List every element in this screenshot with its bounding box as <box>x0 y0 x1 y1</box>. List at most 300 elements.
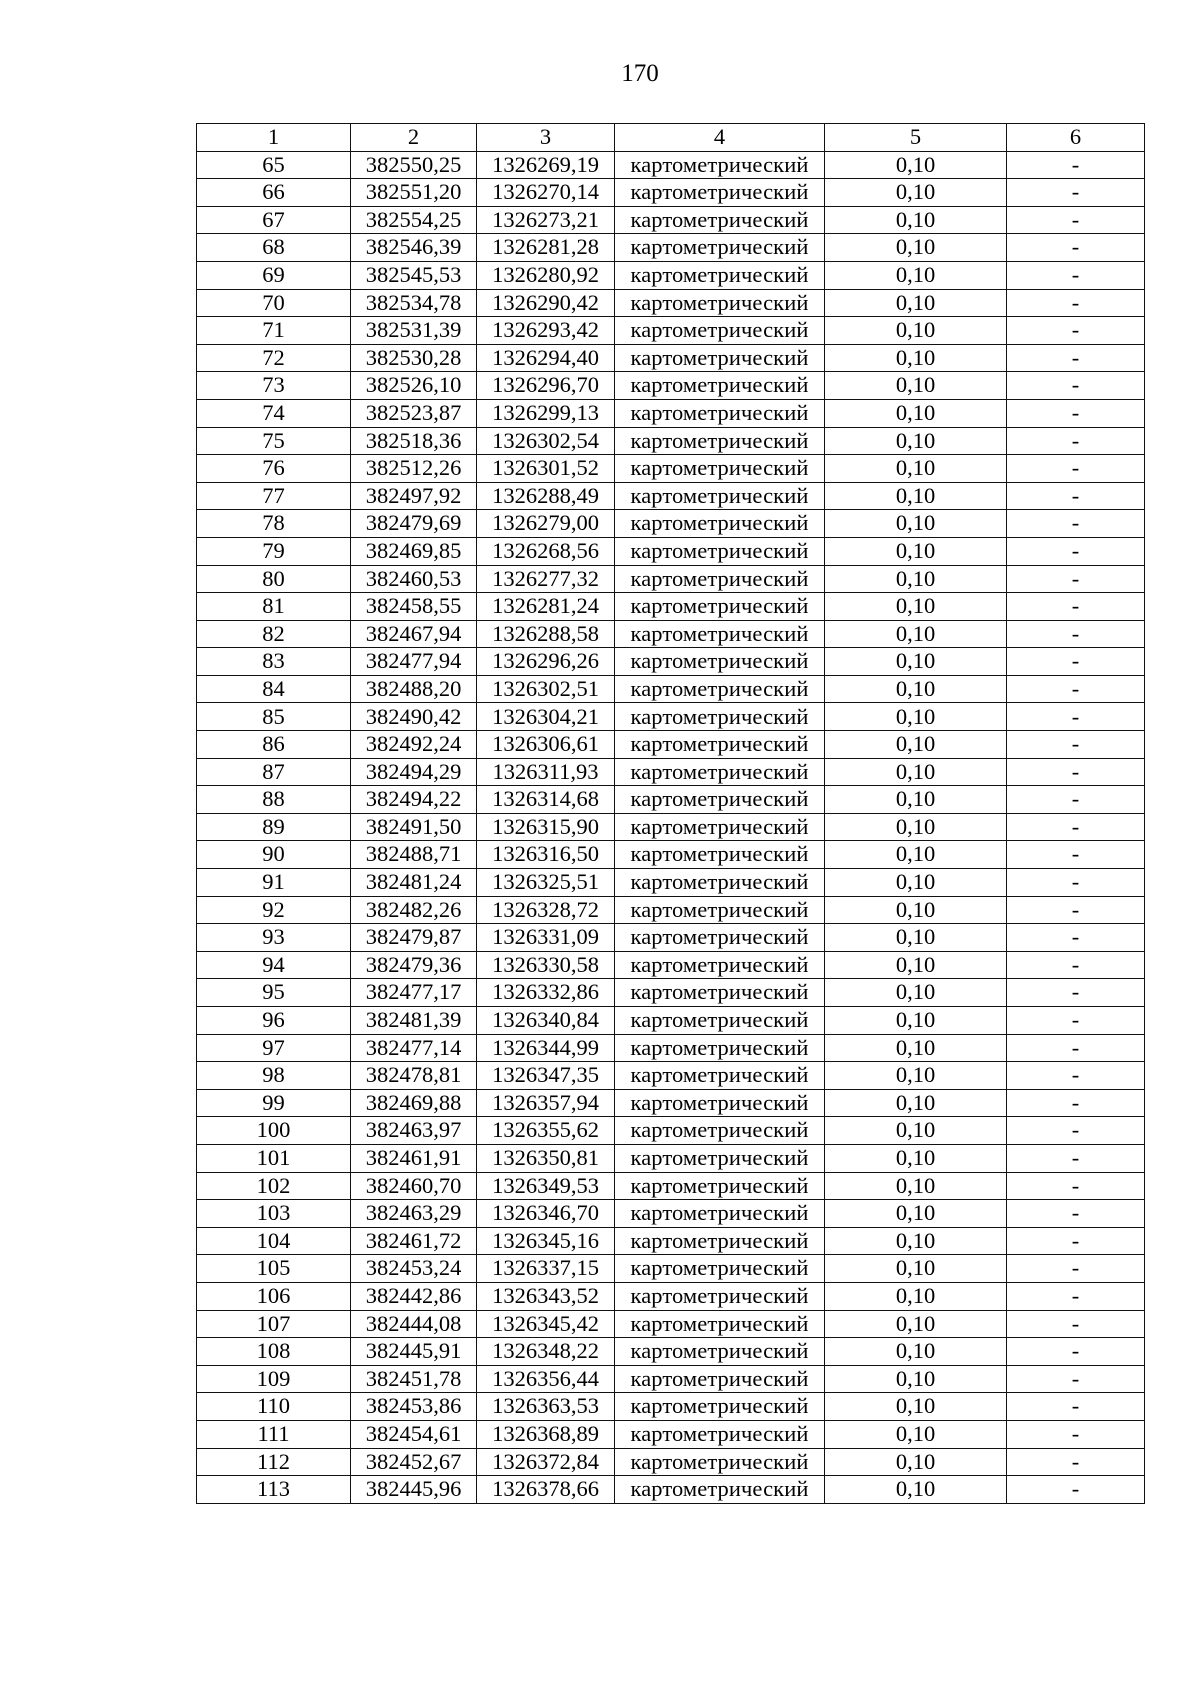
point-number-cell: 78 <box>197 510 351 538</box>
note-cell: - <box>1007 703 1145 731</box>
column-header: 3 <box>477 124 615 152</box>
accuracy-cell: 0,10 <box>825 1420 1007 1448</box>
note-cell: - <box>1007 234 1145 262</box>
y-coordinate-cell: 1326350,81 <box>477 1144 615 1172</box>
table-row <box>197 620 1145 648</box>
x-coordinate-cell: 382442,86 <box>351 1282 477 1310</box>
x-coordinate-cell: 382554,25 <box>351 206 477 234</box>
table-row <box>197 372 1145 400</box>
note-cell: - <box>1007 648 1145 676</box>
note-cell: - <box>1007 399 1145 427</box>
point-number-cell: 66 <box>197 179 351 207</box>
accuracy-cell: 0,10 <box>825 1117 1007 1145</box>
table-row <box>197 399 1145 427</box>
point-number-cell: 103 <box>197 1200 351 1228</box>
table-row <box>197 1062 1145 1090</box>
table-row <box>197 1393 1145 1421</box>
accuracy-cell: 0,10 <box>825 151 1007 179</box>
y-coordinate-cell: 1326372,84 <box>477 1448 615 1476</box>
table-row <box>197 151 1145 179</box>
y-coordinate-cell: 1326288,58 <box>477 620 615 648</box>
method-cell: картометрический <box>615 317 825 345</box>
y-coordinate-cell: 1326296,26 <box>477 648 615 676</box>
point-number-cell: 75 <box>197 427 351 455</box>
table-row <box>197 1089 1145 1117</box>
note-cell: - <box>1007 206 1145 234</box>
table-row <box>197 427 1145 455</box>
y-coordinate-cell: 1326299,13 <box>477 399 615 427</box>
table-row <box>197 1338 1145 1366</box>
point-number-cell: 85 <box>197 703 351 731</box>
accuracy-cell: 0,10 <box>825 427 1007 455</box>
table-row <box>197 206 1145 234</box>
y-coordinate-cell: 1326325,51 <box>477 869 615 897</box>
accuracy-cell: 0,10 <box>825 1062 1007 1090</box>
table-row <box>197 951 1145 979</box>
x-coordinate-cell: 382454,61 <box>351 1420 477 1448</box>
x-coordinate-cell: 382458,55 <box>351 593 477 621</box>
accuracy-cell: 0,10 <box>825 813 1007 841</box>
x-coordinate-cell: 382460,53 <box>351 565 477 593</box>
table-row <box>197 1007 1145 1035</box>
note-cell: - <box>1007 1034 1145 1062</box>
y-coordinate-cell: 1326280,92 <box>477 261 615 289</box>
point-number-cell: 65 <box>197 151 351 179</box>
table-row <box>197 1448 1145 1476</box>
point-number-cell: 102 <box>197 1172 351 1200</box>
y-coordinate-cell: 1326331,09 <box>477 924 615 952</box>
table-row <box>197 1255 1145 1283</box>
note-cell: - <box>1007 455 1145 483</box>
table-row <box>197 924 1145 952</box>
table-row <box>197 1282 1145 1310</box>
y-coordinate-cell: 1326277,32 <box>477 565 615 593</box>
method-cell: картометрический <box>615 1255 825 1283</box>
method-cell: картометрический <box>615 537 825 565</box>
method-cell: картометрический <box>615 813 825 841</box>
table-row <box>197 813 1145 841</box>
method-cell: картометрический <box>615 372 825 400</box>
point-number-cell: 74 <box>197 399 351 427</box>
point-number-cell: 82 <box>197 620 351 648</box>
x-coordinate-cell: 382550,25 <box>351 151 477 179</box>
note-cell: - <box>1007 1117 1145 1145</box>
table-row <box>197 482 1145 510</box>
y-coordinate-cell: 1326349,53 <box>477 1172 615 1200</box>
point-number-cell: 69 <box>197 261 351 289</box>
x-coordinate-cell: 382494,22 <box>351 786 477 814</box>
table-row <box>197 896 1145 924</box>
x-coordinate-cell: 382479,36 <box>351 951 477 979</box>
accuracy-cell: 0,10 <box>825 1172 1007 1200</box>
note-cell: - <box>1007 786 1145 814</box>
y-coordinate-cell: 1326281,28 <box>477 234 615 262</box>
note-cell: - <box>1007 1476 1145 1504</box>
x-coordinate-cell: 382534,78 <box>351 289 477 317</box>
table-row <box>197 179 1145 207</box>
accuracy-cell: 0,10 <box>825 1365 1007 1393</box>
y-coordinate-cell: 1326268,56 <box>477 537 615 565</box>
accuracy-cell: 0,10 <box>825 399 1007 427</box>
point-number-cell: 91 <box>197 869 351 897</box>
column-header: 6 <box>1007 124 1145 152</box>
method-cell: картометрический <box>615 1062 825 1090</box>
y-coordinate-cell: 1326304,21 <box>477 703 615 731</box>
x-coordinate-cell: 382444,08 <box>351 1310 477 1338</box>
method-cell: картометрический <box>615 731 825 759</box>
y-coordinate-cell: 1326357,94 <box>477 1089 615 1117</box>
x-coordinate-cell: 382461,72 <box>351 1227 477 1255</box>
note-cell: - <box>1007 1062 1145 1090</box>
x-coordinate-cell: 382518,36 <box>351 427 477 455</box>
x-coordinate-cell: 382530,28 <box>351 344 477 372</box>
note-cell: - <box>1007 510 1145 538</box>
point-number-cell: 107 <box>197 1310 351 1338</box>
y-coordinate-cell: 1326270,14 <box>477 179 615 207</box>
note-cell: - <box>1007 896 1145 924</box>
table-row <box>197 593 1145 621</box>
point-number-cell: 99 <box>197 1089 351 1117</box>
method-cell: картометрический <box>615 896 825 924</box>
x-coordinate-cell: 382463,97 <box>351 1117 477 1145</box>
y-coordinate-cell: 1326302,54 <box>477 427 615 455</box>
accuracy-cell: 0,10 <box>825 455 1007 483</box>
y-coordinate-cell: 1326294,40 <box>477 344 615 372</box>
accuracy-cell: 0,10 <box>825 537 1007 565</box>
y-coordinate-cell: 1326337,15 <box>477 1255 615 1283</box>
y-coordinate-cell: 1326293,42 <box>477 317 615 345</box>
y-coordinate-cell: 1326330,58 <box>477 951 615 979</box>
point-number-cell: 105 <box>197 1255 351 1283</box>
x-coordinate-cell: 382479,87 <box>351 924 477 952</box>
method-cell: картометрический <box>615 648 825 676</box>
x-coordinate-cell: 382488,20 <box>351 675 477 703</box>
y-coordinate-cell: 1326356,44 <box>477 1365 615 1393</box>
method-cell: картометрический <box>615 427 825 455</box>
note-cell: - <box>1007 813 1145 841</box>
method-cell: картометрический <box>615 1282 825 1310</box>
accuracy-cell: 0,10 <box>825 924 1007 952</box>
method-cell: картометрический <box>615 924 825 952</box>
point-number-cell: 95 <box>197 979 351 1007</box>
note-cell: - <box>1007 482 1145 510</box>
table-row <box>197 234 1145 262</box>
note-cell: - <box>1007 1255 1145 1283</box>
table-row <box>197 1476 1145 1504</box>
table-body <box>197 151 1145 1503</box>
accuracy-cell: 0,10 <box>825 703 1007 731</box>
point-number-cell: 111 <box>197 1420 351 1448</box>
x-coordinate-cell: 382467,94 <box>351 620 477 648</box>
method-cell: картометрический <box>615 151 825 179</box>
accuracy-cell: 0,10 <box>825 510 1007 538</box>
point-number-cell: 87 <box>197 758 351 786</box>
point-number-cell: 76 <box>197 455 351 483</box>
table-row <box>197 1034 1145 1062</box>
note-cell: - <box>1007 1338 1145 1366</box>
y-coordinate-cell: 1326345,16 <box>477 1227 615 1255</box>
note-cell: - <box>1007 869 1145 897</box>
x-coordinate-cell: 382546,39 <box>351 234 477 262</box>
method-cell: картометрический <box>615 289 825 317</box>
accuracy-cell: 0,10 <box>825 1144 1007 1172</box>
note-cell: - <box>1007 1200 1145 1228</box>
accuracy-cell: 0,10 <box>825 620 1007 648</box>
note-cell: - <box>1007 951 1145 979</box>
y-coordinate-cell: 1326311,93 <box>477 758 615 786</box>
accuracy-cell: 0,10 <box>825 1448 1007 1476</box>
y-coordinate-cell: 1326332,86 <box>477 979 615 1007</box>
note-cell: - <box>1007 1172 1145 1200</box>
y-coordinate-cell: 1326355,62 <box>477 1117 615 1145</box>
table-row <box>197 344 1145 372</box>
x-coordinate-cell: 382477,14 <box>351 1034 477 1062</box>
point-number-cell: 84 <box>197 675 351 703</box>
x-coordinate-cell: 382445,96 <box>351 1476 477 1504</box>
accuracy-cell: 0,10 <box>825 344 1007 372</box>
accuracy-cell: 0,10 <box>825 841 1007 869</box>
table-row <box>197 1200 1145 1228</box>
method-cell: картометрический <box>615 1034 825 1062</box>
note-cell: - <box>1007 537 1145 565</box>
method-cell: картометрический <box>615 344 825 372</box>
y-coordinate-cell: 1326314,68 <box>477 786 615 814</box>
x-coordinate-cell: 382452,67 <box>351 1448 477 1476</box>
table-row <box>197 510 1145 538</box>
point-number-cell: 79 <box>197 537 351 565</box>
accuracy-cell: 0,10 <box>825 1338 1007 1366</box>
y-coordinate-cell: 1326346,70 <box>477 1200 615 1228</box>
point-number-cell: 73 <box>197 372 351 400</box>
column-header: 5 <box>825 124 1007 152</box>
x-coordinate-cell: 382478,81 <box>351 1062 477 1090</box>
method-cell: картометрический <box>615 261 825 289</box>
point-number-cell: 92 <box>197 896 351 924</box>
method-cell: картометрический <box>615 1476 825 1504</box>
table-row <box>197 1227 1145 1255</box>
column-header: 2 <box>351 124 477 152</box>
note-cell: - <box>1007 344 1145 372</box>
y-coordinate-cell: 1326343,52 <box>477 1282 615 1310</box>
note-cell: - <box>1007 1420 1145 1448</box>
table-row <box>197 289 1145 317</box>
point-number-cell: 113 <box>197 1476 351 1504</box>
table-row <box>197 1117 1145 1145</box>
x-coordinate-cell: 382491,50 <box>351 813 477 841</box>
point-number-cell: 96 <box>197 1007 351 1035</box>
x-coordinate-cell: 382481,39 <box>351 1007 477 1035</box>
y-coordinate-cell: 1326269,19 <box>477 151 615 179</box>
x-coordinate-cell: 382531,39 <box>351 317 477 345</box>
y-coordinate-cell: 1326363,53 <box>477 1393 615 1421</box>
accuracy-cell: 0,10 <box>825 731 1007 759</box>
method-cell: картометрический <box>615 841 825 869</box>
note-cell: - <box>1007 317 1145 345</box>
method-cell: картометрический <box>615 179 825 207</box>
table-row <box>197 648 1145 676</box>
method-cell: картометрический <box>615 758 825 786</box>
accuracy-cell: 0,10 <box>825 593 1007 621</box>
x-coordinate-cell: 382494,29 <box>351 758 477 786</box>
accuracy-cell: 0,10 <box>825 317 1007 345</box>
accuracy-cell: 0,10 <box>825 206 1007 234</box>
method-cell: картометрический <box>615 234 825 262</box>
point-number-cell: 86 <box>197 731 351 759</box>
table-row <box>197 1310 1145 1338</box>
accuracy-cell: 0,10 <box>825 896 1007 924</box>
table-row <box>197 786 1145 814</box>
point-number-cell: 94 <box>197 951 351 979</box>
accuracy-cell: 0,10 <box>825 1255 1007 1283</box>
method-cell: картометрический <box>615 786 825 814</box>
y-coordinate-cell: 1326301,52 <box>477 455 615 483</box>
point-number-cell: 71 <box>197 317 351 345</box>
x-coordinate-cell: 382477,94 <box>351 648 477 676</box>
note-cell: - <box>1007 179 1145 207</box>
accuracy-cell: 0,10 <box>825 1007 1007 1035</box>
accuracy-cell: 0,10 <box>825 565 1007 593</box>
y-coordinate-cell: 1326328,72 <box>477 896 615 924</box>
table-row <box>197 261 1145 289</box>
method-cell: картометрический <box>615 510 825 538</box>
y-coordinate-cell: 1326348,22 <box>477 1338 615 1366</box>
y-coordinate-cell: 1326279,00 <box>477 510 615 538</box>
method-cell: картометрический <box>615 979 825 1007</box>
note-cell: - <box>1007 1089 1145 1117</box>
accuracy-cell: 0,10 <box>825 786 1007 814</box>
table-row <box>197 869 1145 897</box>
x-coordinate-cell: 382545,53 <box>351 261 477 289</box>
note-cell: - <box>1007 1282 1145 1310</box>
point-number-cell: 88 <box>197 786 351 814</box>
method-cell: картометрический <box>615 1393 825 1421</box>
method-cell: картометрический <box>615 1172 825 1200</box>
method-cell: картометрический <box>615 399 825 427</box>
point-number-cell: 104 <box>197 1227 351 1255</box>
method-cell: картометрический <box>615 1227 825 1255</box>
accuracy-cell: 0,10 <box>825 951 1007 979</box>
accuracy-cell: 0,10 <box>825 1476 1007 1504</box>
accuracy-cell: 0,10 <box>825 1034 1007 1062</box>
table-row <box>197 1144 1145 1172</box>
note-cell: - <box>1007 979 1145 1007</box>
note-cell: - <box>1007 1365 1145 1393</box>
point-number-cell: 106 <box>197 1282 351 1310</box>
x-coordinate-cell: 382477,17 <box>351 979 477 1007</box>
y-coordinate-cell: 1326302,51 <box>477 675 615 703</box>
accuracy-cell: 0,10 <box>825 234 1007 262</box>
table-header-row <box>197 124 1145 152</box>
x-coordinate-cell: 382490,42 <box>351 703 477 731</box>
y-coordinate-cell: 1326296,70 <box>477 372 615 400</box>
table-row <box>197 317 1145 345</box>
note-cell: - <box>1007 1310 1145 1338</box>
point-number-cell: 81 <box>197 593 351 621</box>
accuracy-cell: 0,10 <box>825 261 1007 289</box>
method-cell: картометрический <box>615 1117 825 1145</box>
table-row <box>197 731 1145 759</box>
x-coordinate-cell: 382488,71 <box>351 841 477 869</box>
accuracy-cell: 0,10 <box>825 675 1007 703</box>
y-coordinate-cell: 1326345,42 <box>477 1310 615 1338</box>
point-number-cell: 112 <box>197 1448 351 1476</box>
point-number-cell: 77 <box>197 482 351 510</box>
y-coordinate-cell: 1326290,42 <box>477 289 615 317</box>
note-cell: - <box>1007 565 1145 593</box>
note-cell: - <box>1007 372 1145 400</box>
table-row <box>197 758 1145 786</box>
table-row <box>197 565 1145 593</box>
accuracy-cell: 0,10 <box>825 179 1007 207</box>
x-coordinate-cell: 382482,26 <box>351 896 477 924</box>
y-coordinate-cell: 1326306,61 <box>477 731 615 759</box>
point-number-cell: 90 <box>197 841 351 869</box>
method-cell: картометрический <box>615 565 825 593</box>
y-coordinate-cell: 1326340,84 <box>477 1007 615 1035</box>
point-number-cell: 70 <box>197 289 351 317</box>
note-cell: - <box>1007 620 1145 648</box>
point-number-cell: 97 <box>197 1034 351 1062</box>
y-coordinate-cell: 1326368,89 <box>477 1420 615 1448</box>
accuracy-cell: 0,10 <box>825 289 1007 317</box>
note-cell: - <box>1007 924 1145 952</box>
accuracy-cell: 0,10 <box>825 869 1007 897</box>
method-cell: картометрический <box>615 1338 825 1366</box>
x-coordinate-cell: 382461,91 <box>351 1144 477 1172</box>
x-coordinate-cell: 382526,10 <box>351 372 477 400</box>
point-number-cell: 109 <box>197 1365 351 1393</box>
note-cell: - <box>1007 593 1145 621</box>
point-number-cell: 80 <box>197 565 351 593</box>
point-number-cell: 68 <box>197 234 351 262</box>
column-header: 1 <box>197 124 351 152</box>
note-cell: - <box>1007 731 1145 759</box>
table-row <box>197 703 1145 731</box>
note-cell: - <box>1007 1144 1145 1172</box>
x-coordinate-cell: 382463,29 <box>351 1200 477 1228</box>
method-cell: картометрический <box>615 1420 825 1448</box>
point-number-cell: 110 <box>197 1393 351 1421</box>
x-coordinate-cell: 382453,86 <box>351 1393 477 1421</box>
method-cell: картометрический <box>615 620 825 648</box>
y-coordinate-cell: 1326273,21 <box>477 206 615 234</box>
note-cell: - <box>1007 261 1145 289</box>
x-coordinate-cell: 382469,85 <box>351 537 477 565</box>
method-cell: картометрический <box>615 482 825 510</box>
x-coordinate-cell: 382469,88 <box>351 1089 477 1117</box>
table-row <box>197 455 1145 483</box>
x-coordinate-cell: 382481,24 <box>351 869 477 897</box>
note-cell: - <box>1007 289 1145 317</box>
accuracy-cell: 0,10 <box>825 1089 1007 1117</box>
point-number-cell: 101 <box>197 1144 351 1172</box>
accuracy-cell: 0,10 <box>825 372 1007 400</box>
table-row <box>197 1420 1145 1448</box>
note-cell: - <box>1007 1227 1145 1255</box>
method-cell: картометрический <box>615 1448 825 1476</box>
table-row <box>197 675 1145 703</box>
point-number-cell: 98 <box>197 1062 351 1090</box>
accuracy-cell: 0,10 <box>825 1282 1007 1310</box>
accuracy-cell: 0,10 <box>825 1393 1007 1421</box>
note-cell: - <box>1007 1448 1145 1476</box>
point-number-cell: 67 <box>197 206 351 234</box>
point-number-cell: 93 <box>197 924 351 952</box>
point-number-cell: 108 <box>197 1338 351 1366</box>
accuracy-cell: 0,10 <box>825 1200 1007 1228</box>
table-row <box>197 841 1145 869</box>
accuracy-cell: 0,10 <box>825 482 1007 510</box>
